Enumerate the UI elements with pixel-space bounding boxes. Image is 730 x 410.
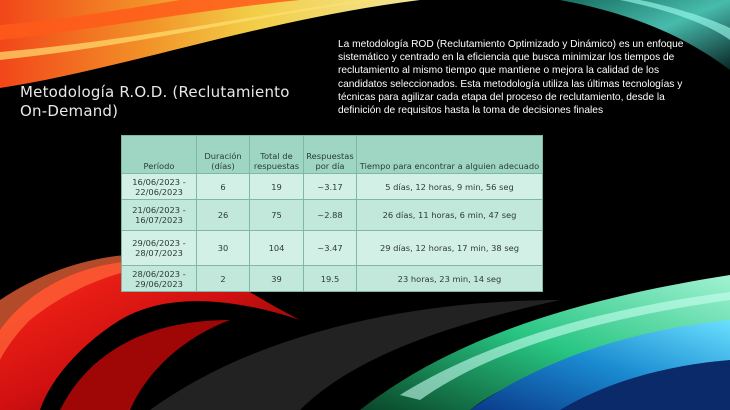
cell-total: 39 bbox=[250, 266, 304, 292]
slide-description: La metodología ROD (Reclutamiento Optimizado y Dinámico) es un enfoque sistemático y centrado en la eficiencia que busca minimizar los tiempos de reclutamiento al mismo tiempo que mantiene o mejora la calidad de los candidatos seleccionados. Esta metodología utiliza las últimas tecnologías y técnicas para agilizar cada etapa del proceso de reclutamiento, desde la definición de requisitos hasta la toma de decisiones finales bbox=[338, 39, 684, 117]
header-total-responses: Total de respuestas bbox=[250, 136, 304, 174]
table-row bbox=[122, 231, 543, 266]
slide-title: Metodología R.O.D. (Reclutamiento On-Demand) bbox=[20, 83, 290, 120]
recruitment-table bbox=[121, 135, 543, 292]
cell-duration: 30 bbox=[197, 231, 250, 266]
cell-period: 16/06/2023 - 22/06/2023 bbox=[122, 174, 197, 200]
header-duration: Duración (días) bbox=[197, 136, 250, 174]
table-header-row bbox=[122, 136, 543, 174]
table-row bbox=[122, 200, 543, 231]
cell-per-day: ~2.88 bbox=[304, 200, 357, 231]
cell-per-day: 19.5 bbox=[304, 266, 357, 292]
table-row bbox=[122, 174, 543, 200]
cell-duration: 2 bbox=[197, 266, 250, 292]
cell-duration: 6 bbox=[197, 174, 250, 200]
header-responses-per-day: Respuestas por día bbox=[304, 136, 357, 174]
table-row bbox=[122, 266, 543, 292]
cell-period: 29/06/2023 - 28/07/2023 bbox=[122, 231, 197, 266]
cell-period: 28/06/2023 - 29/06/2023 bbox=[122, 266, 197, 292]
cell-time: 29 días, 12 horas, 17 min, 38 seg bbox=[357, 231, 543, 266]
cell-per-day: ~3.47 bbox=[304, 231, 357, 266]
cell-time: 23 horas, 23 min, 14 seg bbox=[357, 266, 543, 292]
cell-per-day: ~3.17 bbox=[304, 174, 357, 200]
cell-period: 21/06/2023 - 16/07/2023 bbox=[122, 200, 197, 231]
cell-total: 75 bbox=[250, 200, 304, 231]
cell-total: 104 bbox=[250, 231, 304, 266]
cell-time: 26 días, 11 horas, 6 min, 47 seg bbox=[357, 200, 543, 231]
cell-total: 19 bbox=[250, 174, 304, 200]
header-time-to-hire: Tiempo para encontrar a alguien adecuado bbox=[357, 136, 543, 174]
header-period: Período bbox=[122, 136, 197, 174]
cell-duration: 26 bbox=[197, 200, 250, 231]
cell-time: 5 días, 12 horas, 9 min, 56 seg bbox=[357, 174, 543, 200]
